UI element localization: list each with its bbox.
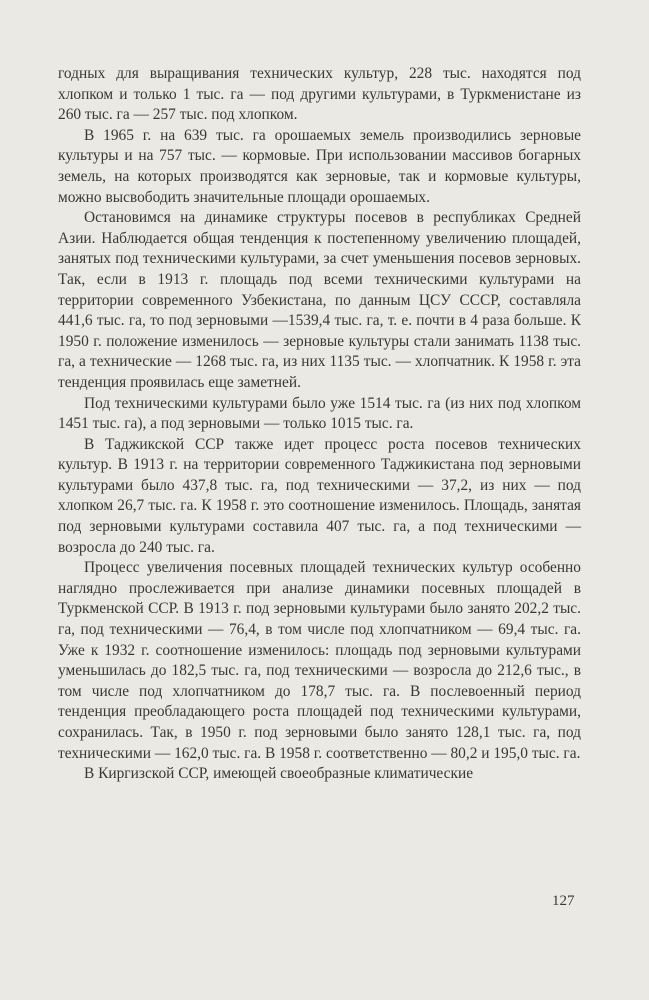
paragraph-7: В Киргизской ССР, имеющей своеобразные климатические: [84, 765, 474, 783]
body-text: [58, 64, 581, 785]
paragraph-1: годных для выращивания технических культур, 228 тыс. находятся под хлопком и только 1 тыс. га — под другими культурами, в Туркменистане из 260 тыс. га — 257 тыс. под хлопком.: [58, 65, 581, 124]
paragraph-3: Остановимся на динамике структуры посевов в республиках Средней Азии. Наблюдается общая тенденция к постепенному увеличению площадей, занятых под техническими культурами, за счет уменьшения посевов зерновых. Так, если в 1913 г. площадь под всеми техническими культурами на территории современного Узбекистана, по данным ЦСУ СССР, составляла 441,6 тыс. га, то под зерновыми —1539,4 тыс. га, т. е. почти в 4 раза больше. К 1950 г. положение изменилось — зерновые культуры стали занимать 1138 тыс. га, а технические — 1268 тыс. га, из них 1135 тыс. — хлопчатник. К 1958 г. эта тенденция проявилась еще заметней.: [58, 209, 581, 391]
paragraph-6: Процесс увеличения посевных площадей технических культур особенно наглядно прослеживается при анализе динамики посевных площадей в Туркменской ССР. В 1913 г. под зерновыми культурами было занято 202,2 тыс. га, под техническими — 76,4, в том числе под хлопчатником — 69,4 тыс. га. Уже к 1932 г. соотношение изменилось: площадь под зерновыми культурами уменьшилась до 182,5 тыс. га, под техническими — возросла до 212,6 тыс., в том числе под хлопчатником до 178,7 тыс. га. В послевоенный период тенденция преобладающего роста площадей под техническими культурами, сохранилась. Так, в 1950 г. под зерновыми было занято 128,1 тыс. га, под техническими — 162,0 тыс. га. В 1958 г. соответственно — 80,2 и 195,0 тыс. га.: [58, 559, 581, 762]
page-number: 127: [552, 893, 575, 909]
paragraph-4: Под техническими культурами было уже 1514 тыс. га (из них под хлопком 1451 тыс. га), а под зерновыми — только 1015 тыс. га.: [58, 394, 581, 433]
paragraph-5: В Таджикской ССР также идет процесс роста посевов технических культур. В 1913 г. на территории современного Таджикистана под зерновыми культурами было 437,8 тыс. га, под техническими — 37,2, из них — под хлопком 26,7 тыс. га. К 1958 г. это соотношение изменилось. Площадь, занятая под зерновыми культурами составила 407 тыс. га, а под техническими — возросла до 240 тыс. га.: [58, 435, 581, 556]
paragraph-2: В 1965 г. на 639 тыс. га орошаемых земель производились зерновые культуры и на 757 тыс. — кормовые. При использовании массивов богарных земель, на которых производятся как зерновые, так и кормовые культуры, можно высвободить значительные площади орошаемых.: [58, 126, 581, 206]
